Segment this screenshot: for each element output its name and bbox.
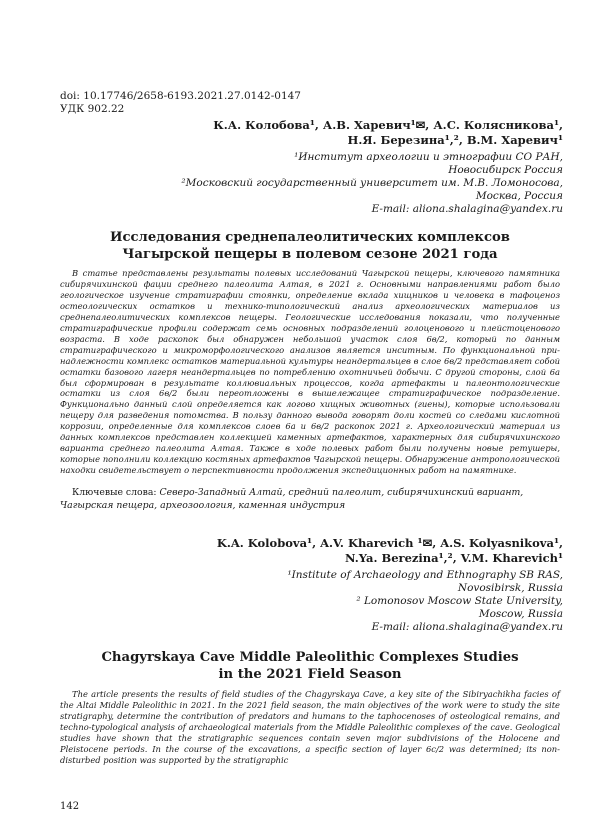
doi: doi: 10.17746/2658-6193.2021.27.0142-0147 <box>60 90 301 102</box>
en-abstract: The article presents the results of field studies of the Chagyrskaya Cave, a key site of the Sibiryachikha facies of the Altai Middle Paleolithic in 2021. In the 2021 field season, the main objectives of the work were to study the site stratigraphy, determine the contribution of predators and humans to the taphocenoses of osteological remains, and techno-typological analysis of archaeological materials from the Middle Paleolithic complexes of the cave. Geological studies have shown that the stratigraphic sequences contain seven major subdivisions of the Holocene and Pleistocene periods. In the course of the excavations, a specific section of layer 6c/2 was determined; its non-disturbed position was supported by the stratigraphic <box>60 689 560 765</box>
en-affiliation-2b: Moscow, Russia <box>478 608 563 620</box>
en-title-line-2: in the 2021 Field Season <box>218 667 402 682</box>
ru-abstract: В статье представлены результаты полевых исследований Чагырской пещеры, ключевого памятника сибирячихинской фации среднего палеолита Алтая, в 2021 г. Основными направлениями работ было геологическое изучение стратиграфии стоянки, определение вклада хищников и человека в тафоценоз остеологических остатков и технико-типологический анализ археологических материалов из среднепалеолитических комплексов пещеры. Геологические исследования показали, что полученные стратиграфические профили содержат семь основных подразделений голоценового и плейстоценового возраста. В ходе раскопок был обнаружен небольшой участок слоя 6в/2, который по данным стратиграфического и микроморфологического анализов является инситным. По функциональной принадлежности комплекс остатков материальной культуры неандертальцев в слое 6в/2 представляет собой остатки базового лагеря неандертальцев по потреблению охотничьей добычи. С другой стороны, слой 6а был сформирован в результате коллювиальных процессов, когда артефакты и палеонтологические остатки из слоя 6в/2 были переотложены в вышележащее стратиграфическое подразделение. Функционально данный слой определяется как логово хищных животных (гиены), которые использовали пещеру для разведения потомства. В пользу данного вывода говорят доли костей со следами кислотной коррозии, определенные для комплексов слоев 6а и 6в/2 раскопок 2021 г. Археологический материал из данных комплексов представлен коллекцией каменных артефактов, характерных для сибирячихинского варианта среднего палеолита Алтая. Также в ходе полевых работ были получены новые ретушеры, которые пополнили коллекцию костяных артефактов Чагырской пещеры. Обнаружение антропологической находки свидетельствует о перспективности продолжения экспедиционных работ на памятнике. <box>60 268 560 476</box>
ru-affiliation-2b: Москва, Россия <box>475 190 563 202</box>
keywords-label: Ключевые слова: <box>72 487 157 498</box>
en-email: E-mail: aliona.shalagina@yandex.ru <box>371 621 563 633</box>
udk: УДК 902.22 <box>60 103 125 115</box>
page-number: 142 <box>60 801 80 812</box>
ru-email: E-mail: aliona.shalagina@yandex.ru <box>371 203 563 215</box>
ru-keywords <box>60 487 560 512</box>
en-affiliation-1b: Novosibirsk, Russia <box>457 582 563 594</box>
ru-affiliation-2a: ²Московский государственный университет им. М.В. Ломоносова, <box>181 177 563 189</box>
ru-affiliation-1a: ¹Институт археологии и этнографии СО РАН, <box>294 151 563 163</box>
en-authors-line-1: K.A. Kolobova¹, A.V. Kharevich ¹✉, A.S. Kolyasnikova¹, <box>216 536 563 550</box>
keywords-value: Северо-Западный Алтай, средний палеолит, сибирячихинский вариант, Чагырская пещера, археозоология, каменная индустрия <box>60 487 524 511</box>
en-authors-line-2: N.Ya. Berezina¹,², V.M. Kharevich¹ <box>344 551 563 565</box>
ru-authors-line-1: К.А. Колобова¹, А.В. Харевич¹✉, А.С. Колясникова¹, <box>213 118 563 132</box>
en-affiliation-2a: ² Lomonosov Moscow State University, <box>356 595 563 607</box>
ru-title-line-2: Чагырской пещеры в полевом сезоне 2021 года <box>122 247 498 262</box>
en-affiliation-1a: ¹Institute of Archaeology and Ethnography SB RAS, <box>287 569 563 581</box>
ru-authors-line-2: Н.Я. Березина¹,², В.М. Харевич¹ <box>347 133 563 147</box>
ru-affiliation-1b: Новосибирск Россия <box>448 164 563 176</box>
en-title-line-1: Chagyrskaya Cave Middle Paleolithic Complexes Studies <box>101 650 519 665</box>
ru-title-line-1: Исследования среднепалеолитических комплексов <box>110 230 510 245</box>
